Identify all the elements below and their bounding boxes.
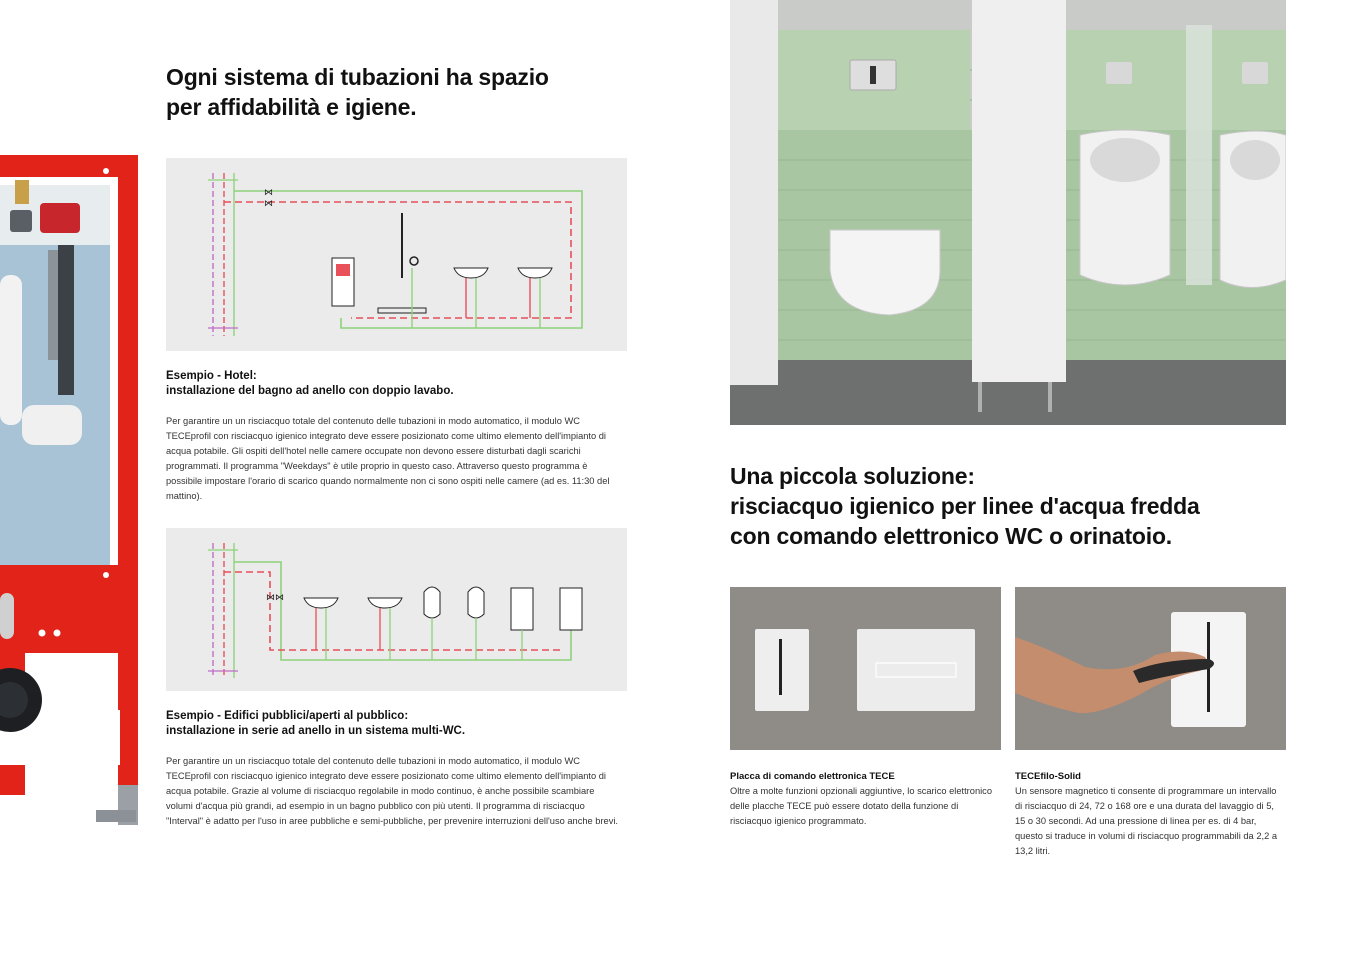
example-hotel-heading-line1: Esempio - Hotel:: [166, 370, 257, 382]
hotel-piping-schematic: [166, 158, 627, 351]
title-right-line2: risciacquo igienico per linee d'acqua fredda: [730, 493, 1200, 519]
example-hotel-text: Per garantire un un risciacquo totale del contenuto delle tubazioni in modo automatico, il modulo WC TECEprofil con risciacquo igienico integrato deve essere posizionato come ultimo elemento dell'impianto di acqua potabile. Gli ospiti dell'hotel nelle camere occupate non devono essere disturbati dagli scarichi programmati. Il programma "Weekdays" è utile proprio in questo caso. Attraverso questo programma è possibile impostare l'orario di scarico quando normalmente non ci sono ospiti nelle camere (ad es. 11:30 del mattino).: [166, 416, 610, 501]
page-title-right: [730, 461, 1290, 551]
restroom-photo: [730, 0, 1286, 425]
hotel-ring-diagram: [166, 158, 627, 351]
tecefilo-solid-caption: [1015, 769, 1285, 859]
example-public-heading-line2: installazione in serie ad anello in un sistema multi-WC.: [166, 725, 466, 737]
tecefilo-solid-caption-text: Un sensore magnetico ti consente di programmare un intervallo di risciacquo di 24, 72 o 168 ore e una durata del lavaggio di 5, 15 o 30 secondi. Ad una pressione di linea per es. di 4 bar, questo si traduce in volumi di risciacquo programmabili da 2,2 a 13,2 litri.: [1015, 786, 1277, 856]
example-hotel-heading: [166, 369, 626, 399]
example-public-heading: [166, 709, 626, 739]
example-public-heading-line1: Esempio - Edifici pubblici/aperti al pubblico:: [166, 710, 409, 722]
flush-plates-caption-text: Oltre a molte funzioni opzionali aggiuntive, lo scarico elettronico delle placche TECE può essere dotato della funzione di risciacquo igienico programmato.: [730, 786, 993, 826]
public-piping-schematic: [166, 528, 627, 691]
svg-text:⋈: ⋈: [264, 188, 273, 198]
svg-text:⋈⋈: ⋈⋈: [266, 593, 284, 603]
example-hotel-heading-line2: installazione del bagno ad anello con doppio lavabo.: [166, 385, 454, 397]
page-title-left: [166, 62, 626, 122]
tece-frame-image: [0, 155, 140, 827]
title-right-line1: Una piccola soluzione:: [730, 463, 975, 489]
flush-plates-caption: [730, 769, 992, 829]
title-left-line1: Ogni sistema di tubazioni ha spazio: [166, 64, 549, 90]
title-right-line3: con comando elettronico WC o orinatoio.: [730, 523, 1172, 549]
title-left-line2: per affidabilità e igiene.: [166, 94, 417, 120]
flush-plates-caption-title: Placca di comando elettronica TECE: [730, 771, 895, 782]
public-building-diagram: [166, 528, 627, 691]
tecefilo-solid-caption-title: TECEfilo-Solid: [1015, 771, 1081, 782]
svg-text:⋈: ⋈: [264, 199, 273, 209]
flush-plates-photo: [730, 587, 1001, 750]
tecefilo-solid-photo: [1015, 587, 1286, 750]
example-public-text: Per garantire un un risciacquo totale del contenuto delle tubazioni in modo automatico, il modulo WC TECEprofil con risciacquo igienico integrato deve essere posizionato come ultimo elemento dell'impianto di acqua potabile. Grazie al volume di risciacquo regolabile in modo continuo, è anche possibile scambiare volumi d'acqua più grandi, ad esempio in un bagno pubblico con più utenti. Il programma di risciacquo "Interval" è adatto per l'uso in aree pubbliche e semi-pubbliche, per prevenire interruzioni dell'uso anche brevi.: [166, 756, 619, 826]
